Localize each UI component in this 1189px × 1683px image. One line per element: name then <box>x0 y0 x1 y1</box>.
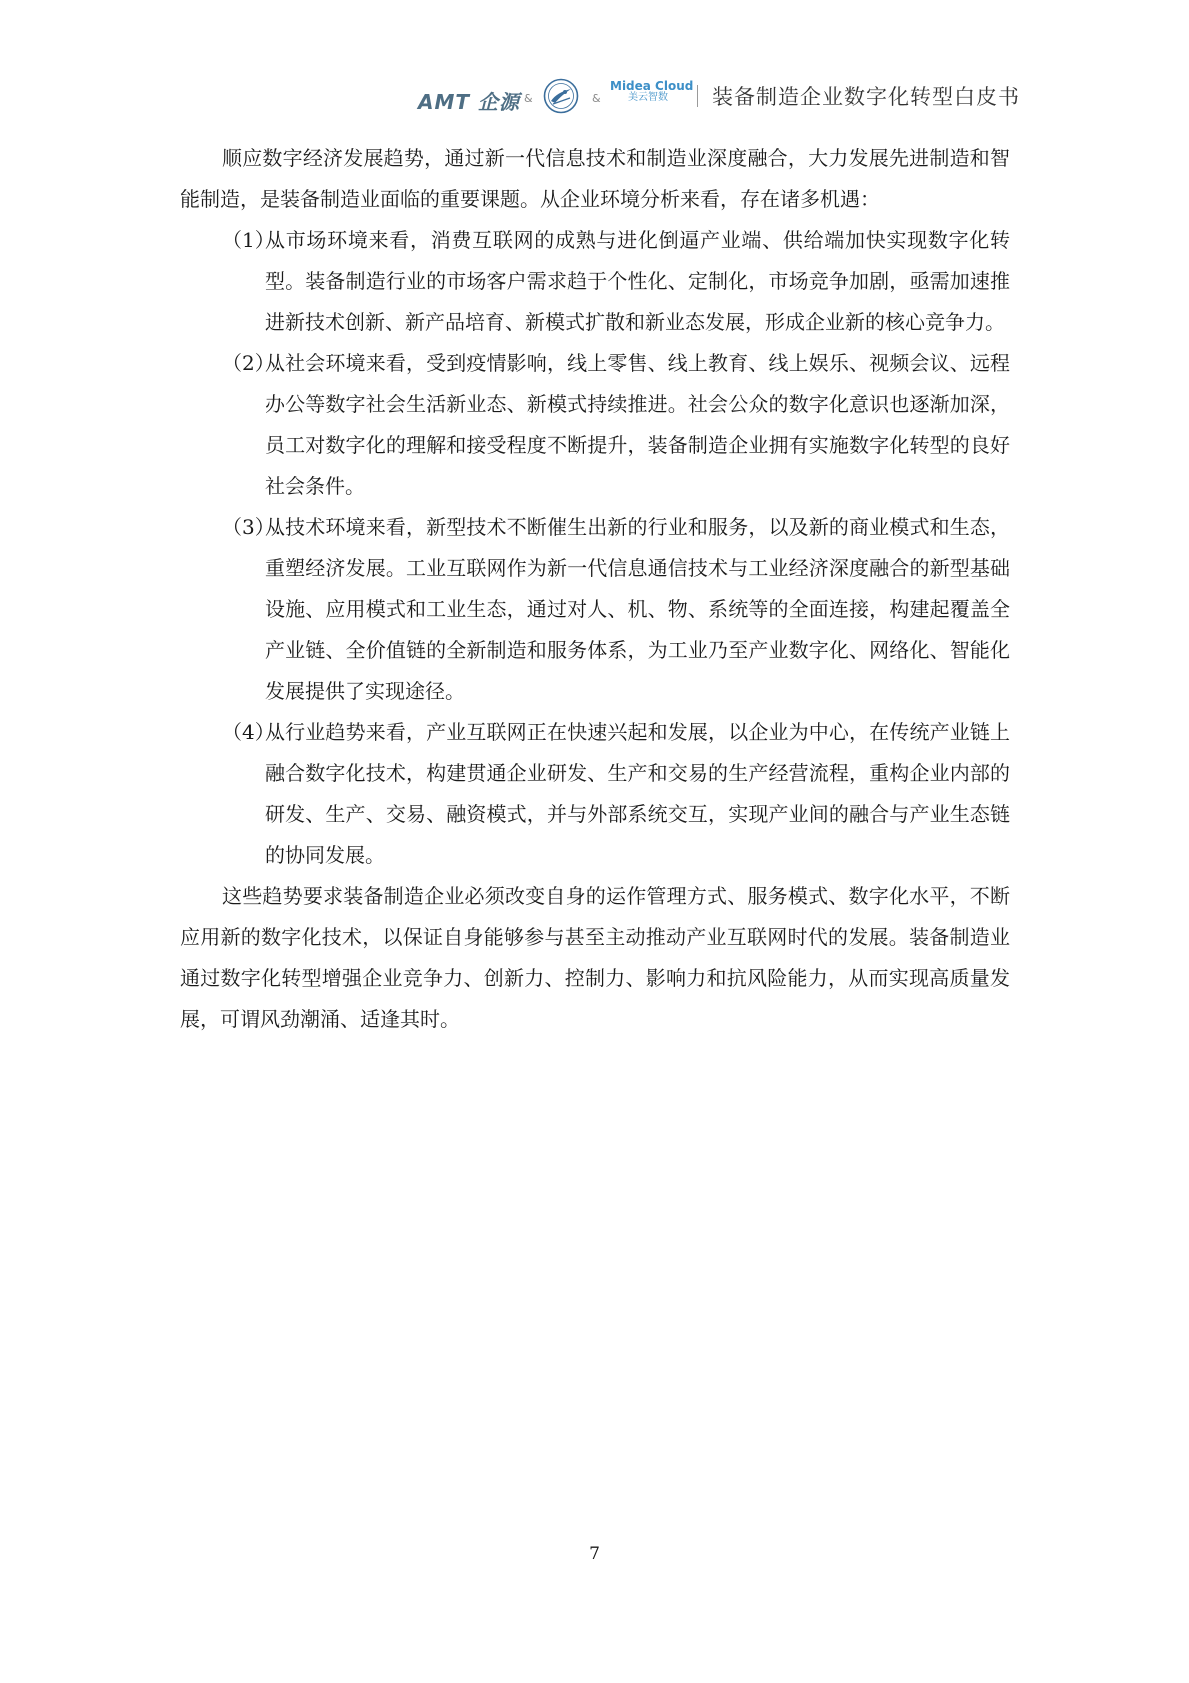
page-header <box>0 78 1189 128</box>
conclusion-paragraph: 这些趋势要求装备制造企业必须改变自身的运作管理方式、服务模式、数字化水平，不断应用新的数字化技术，以保证自身能够参与甚至主动推动产业互联网时代的发展。装备制造业通过数字化转型增强企业竞争力、创新力、控制力、影响力和抗风险能力，从而实现高质量发展，可谓风劲潮涌、适逢其时。 <box>180 884 1010 1031</box>
institute-seal-icon <box>543 78 579 114</box>
intro-paragraph: 顺应数字经济发展趋势，通过新一代信息技术和制造业深度融合，大力发展先进制造和智能制造，是装备制造业面临的重要课题。从企业环境分析来看，存在诸多机遇： <box>180 146 1010 211</box>
list-item <box>180 220 1010 343</box>
list-item-number: （3）. <box>222 515 282 539</box>
page-body <box>180 138 1010 1040</box>
ampersand-separator: & <box>592 92 601 105</box>
list-item <box>180 712 1010 876</box>
list-item-text: 从行业趋势来看，产业互联网正在快速兴起和发展，以企业为中心，在传统产业链上融合数字化技术，构建贯通企业研发、生产和交易的生产经营流程，重构企业内部的研发、生产、交易、融资模式，并与外部系统交互，实现产业间的融合与产业生态链的协同发展。 <box>265 720 1010 867</box>
midea-logo-en: Midea Cloud <box>610 79 694 93</box>
list-item-text: 从技术环境来看，新型技术不断催生出新的行业和服务，以及新的商业模式和生态，重塑经济发展。工业互联网作为新一代信息通信技术与工业经济深度融合的新型基础设施、应用模式和工业生态，通过对人、机、物、系统等的全面连接，构建起覆盖全产业链、全价值链的全新制造和服务体系，为工业乃至产业数字化、网络化、智能化发展提供了实现途径。 <box>265 515 1010 703</box>
page-number: 7 <box>589 1544 600 1564</box>
list-item-text: 从市场环境来看，消费互联网的成熟与进化倒逼产业端、供给端加快实现数字化转型。装备制造行业的市场客户需求趋于个性化、定制化，市场竞争加剧，亟需加速推进新技术创新、新产品培育、新模式扩散和新业态发展，形成企业新的核心竞争力。 <box>265 228 1010 334</box>
midea-cloud-logo <box>610 79 694 103</box>
list-item <box>180 343 1010 507</box>
list-item-number: （4）. <box>222 720 282 744</box>
list-item-number: （2）. <box>222 351 282 375</box>
midea-logo-cn: 美云智数 <box>628 91 668 103</box>
list-item-number: （1）. <box>222 228 282 252</box>
amt-logo: AMT 企源 <box>418 90 520 114</box>
header-divider <box>697 85 698 107</box>
list-item-text: 从社会环境来看，受到疫情影响，线上零售、线上教育、线上娱乐、视频会议、远程办公等数字社会生活新业态、新模式持续推进。社会公众的数字化意识也逐渐加深，员工对数字化的理解和接受程度不断提升，装备制造企业拥有实施数字化转型的良好社会条件。 <box>265 351 1010 498</box>
document-title: 装备制造企业数字化转型白皮书 <box>712 85 1020 109</box>
ampersand-separator: & <box>524 92 533 105</box>
list-item <box>180 507 1010 712</box>
